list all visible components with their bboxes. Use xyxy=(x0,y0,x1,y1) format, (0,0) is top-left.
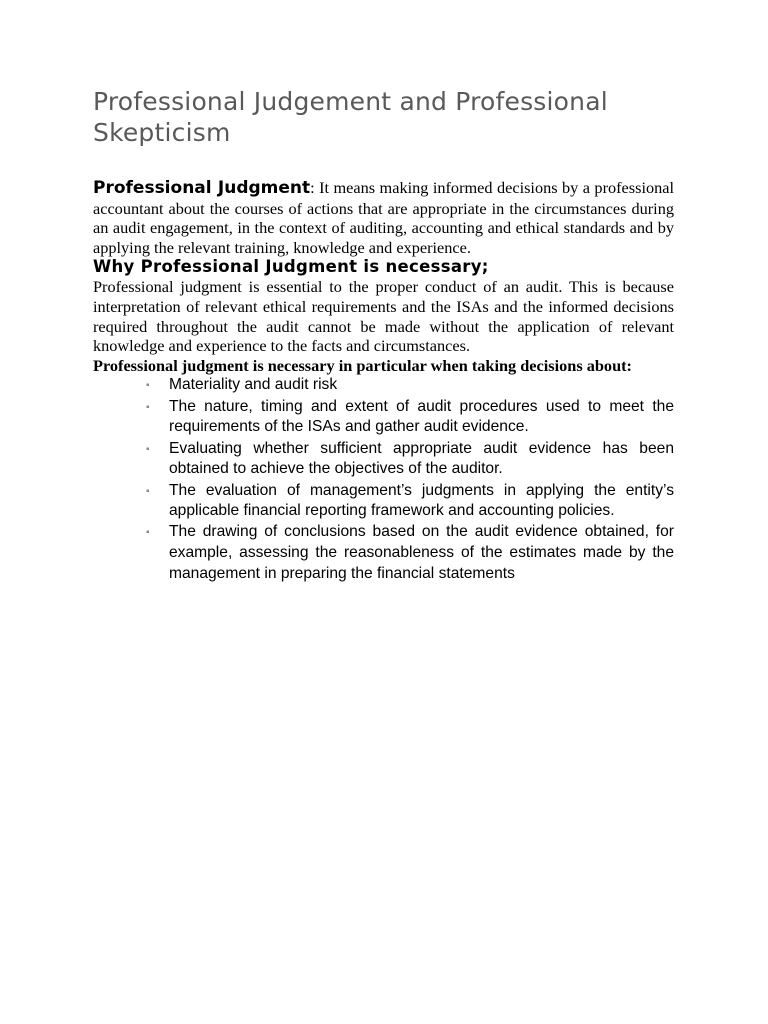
term-professional-judgment: Professional Judgment xyxy=(93,178,311,198)
term-separator: : xyxy=(310,178,315,197)
why-necessary-heading: Why Professional Judgment is necessary; xyxy=(93,257,489,277)
list-item xyxy=(146,375,674,396)
square-bullet-icon: ▪ xyxy=(146,401,150,413)
list-item xyxy=(146,397,674,439)
list-item-text: The drawing of conclusions based on the audit evidence obtained, for example, assessing the reasonableness of the estimates made by the management in preparing the financial statements xyxy=(169,523,674,583)
list-item-text: The nature, timing and extent of audit procedures used to meet the requirements of the ISAs and gather audit evidence. xyxy=(169,397,674,436)
square-bullet-icon: ▪ xyxy=(146,485,150,497)
list-item xyxy=(146,439,674,481)
professional-judgment-definition xyxy=(93,178,674,257)
why-necessary-paragraph: Professional judgment is essential to the proper conduct of an audit. This is because interpretation of relevant ethical requirements and the ISAs and the informed decisions required throughout the audit cannot be made without the application of relevant knowledge and experience to the facts and circumstances. xyxy=(93,277,674,356)
definition-text: It means making informed decisions by a professional accountant about the courses of actions that are appropriate in the circumstances during an audit engagement, in the context of auditing, accounting and ethical standards and by applying the relevant training, knowledge and experience. xyxy=(93,178,675,257)
list-item-text: Materiality and audit risk xyxy=(169,376,338,394)
square-bullet-icon: ▪ xyxy=(146,527,150,539)
document-page xyxy=(93,86,674,585)
list-item-text: The evaluation of management’s judgments in applying the entity’s applicable financial reporting framework and accounting policies. xyxy=(169,481,674,520)
square-bullet-icon: ▪ xyxy=(146,443,150,455)
list-item xyxy=(146,522,674,584)
list-item xyxy=(146,481,674,523)
decisions-lead-text: Professional judgment is necessary in particular when taking decisions about: xyxy=(93,355,632,375)
list-item-text: Evaluating whether sufficient appropriate audit evidence has been obtained to achieve the objectives of the auditor. xyxy=(169,439,674,478)
document-title: Professional Judgement and Professional Skepticism xyxy=(93,87,608,147)
square-bullet-icon: ▪ xyxy=(146,380,150,392)
decisions-bullet-list xyxy=(93,375,674,585)
